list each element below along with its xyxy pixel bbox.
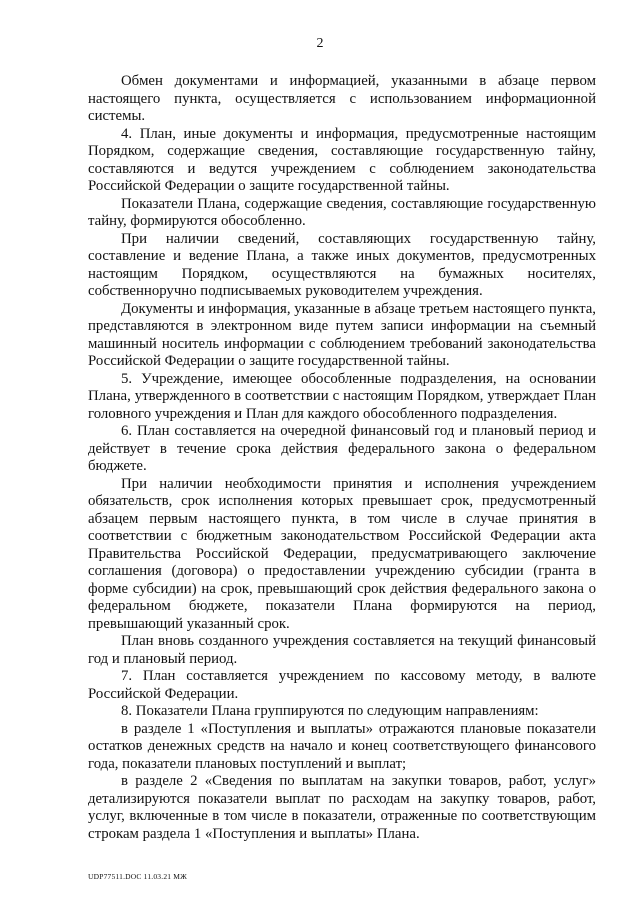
paragraph: Обмен документами и информацией, указанными в абзаце первом настоящего пункта, осуществляется с использованием информационной системы. — [88, 73, 596, 124]
paragraph: План вновь созданного учреждения составляется на текущий финансовый год и плановый период. — [88, 633, 596, 667]
paragraph: Показатели Плана, содержащие сведения, составляющие государственную тайну, формируются обособленно. — [88, 195, 596, 229]
page-number: 2 — [316, 36, 324, 51]
paragraph: 4. План, иные документы и информация, предусмотренные настоящим Порядком, содержащие сведения, составляющие государственную тайну, составляются и ведутся учреждением с соблюдением законодательства Российской Федерации о защите государственной тайны. — [88, 125, 596, 194]
paragraph: 7. План составляется учреждением по кассовому методу, в валюте Российской Федерации. — [88, 668, 596, 702]
paragraph: в разделе 2 «Сведения по выплатам на закупки товаров, работ, услуг» детализируются показатели выплат по расходам на закупку товаров, работ, услуг, включенные в том числе в показатели, отраженные по соответствующим строкам раздела 1 «Поступления и выплаты» Плана. — [88, 773, 596, 842]
paragraph: 8. Показатели Плана группируются по следующим направлениям: — [121, 703, 539, 719]
paragraph: При наличии необходимости принятия и исполнения учреждением обязательств, срок исполнения которых превышает срок, предусмотренный абзацем первым настоящего пункта, в том числе в случае принятия в соответствии с бюджетным законодательством Российской Федерации акта Правительства Российской Федерации, предусматривающего заключение соглашения (договора) о предоставлении учреждению субсидии (гранта в форме субсидии) на срок, превышающий срок действия федерального закона о федеральном бюджете, показатели Плана формируются на период, превышающий указанный срок. — [88, 475, 596, 632]
paragraph: в разделе 1 «Поступления и выплаты» отражаются плановые показатели остатков денежных средств на начало и конец соответствующего финансового года, показатели плановых поступлений и выплат; — [88, 720, 596, 772]
footer-file-info: UDP77511.DOC 11.03.21 МЖ — [88, 872, 188, 881]
paragraph: Документы и информация, указанные в абзаце третьем настоящего пункта, представляются в электронном виде путем записи информации на съемный машинный носитель информации с соблюдением требований законодательства Российской Федерации о защите государственной тайны. — [88, 300, 596, 369]
document-body — [88, 73, 596, 843]
paragraph: 6. План составляется на очередной финансовый год и плановый период и действует в течение срока действия федерального закона о федеральном бюджете. — [88, 423, 596, 474]
paragraph: 5. Учреждение, имеющее обособленные подразделения, на основании Плана, утвержденного в соответствии с настоящим Порядком, утверждает План головного учреждения и План для каждого обособленного подразделения. — [88, 370, 596, 422]
paragraph: При наличии сведений, составляющих государственную тайну, составление и ведение Плана, а также иных документов, предусмотренных настоящим Порядком, осуществляются на бумажных носителях, собственноручно подписываемых руководителем учреждения. — [88, 230, 596, 299]
